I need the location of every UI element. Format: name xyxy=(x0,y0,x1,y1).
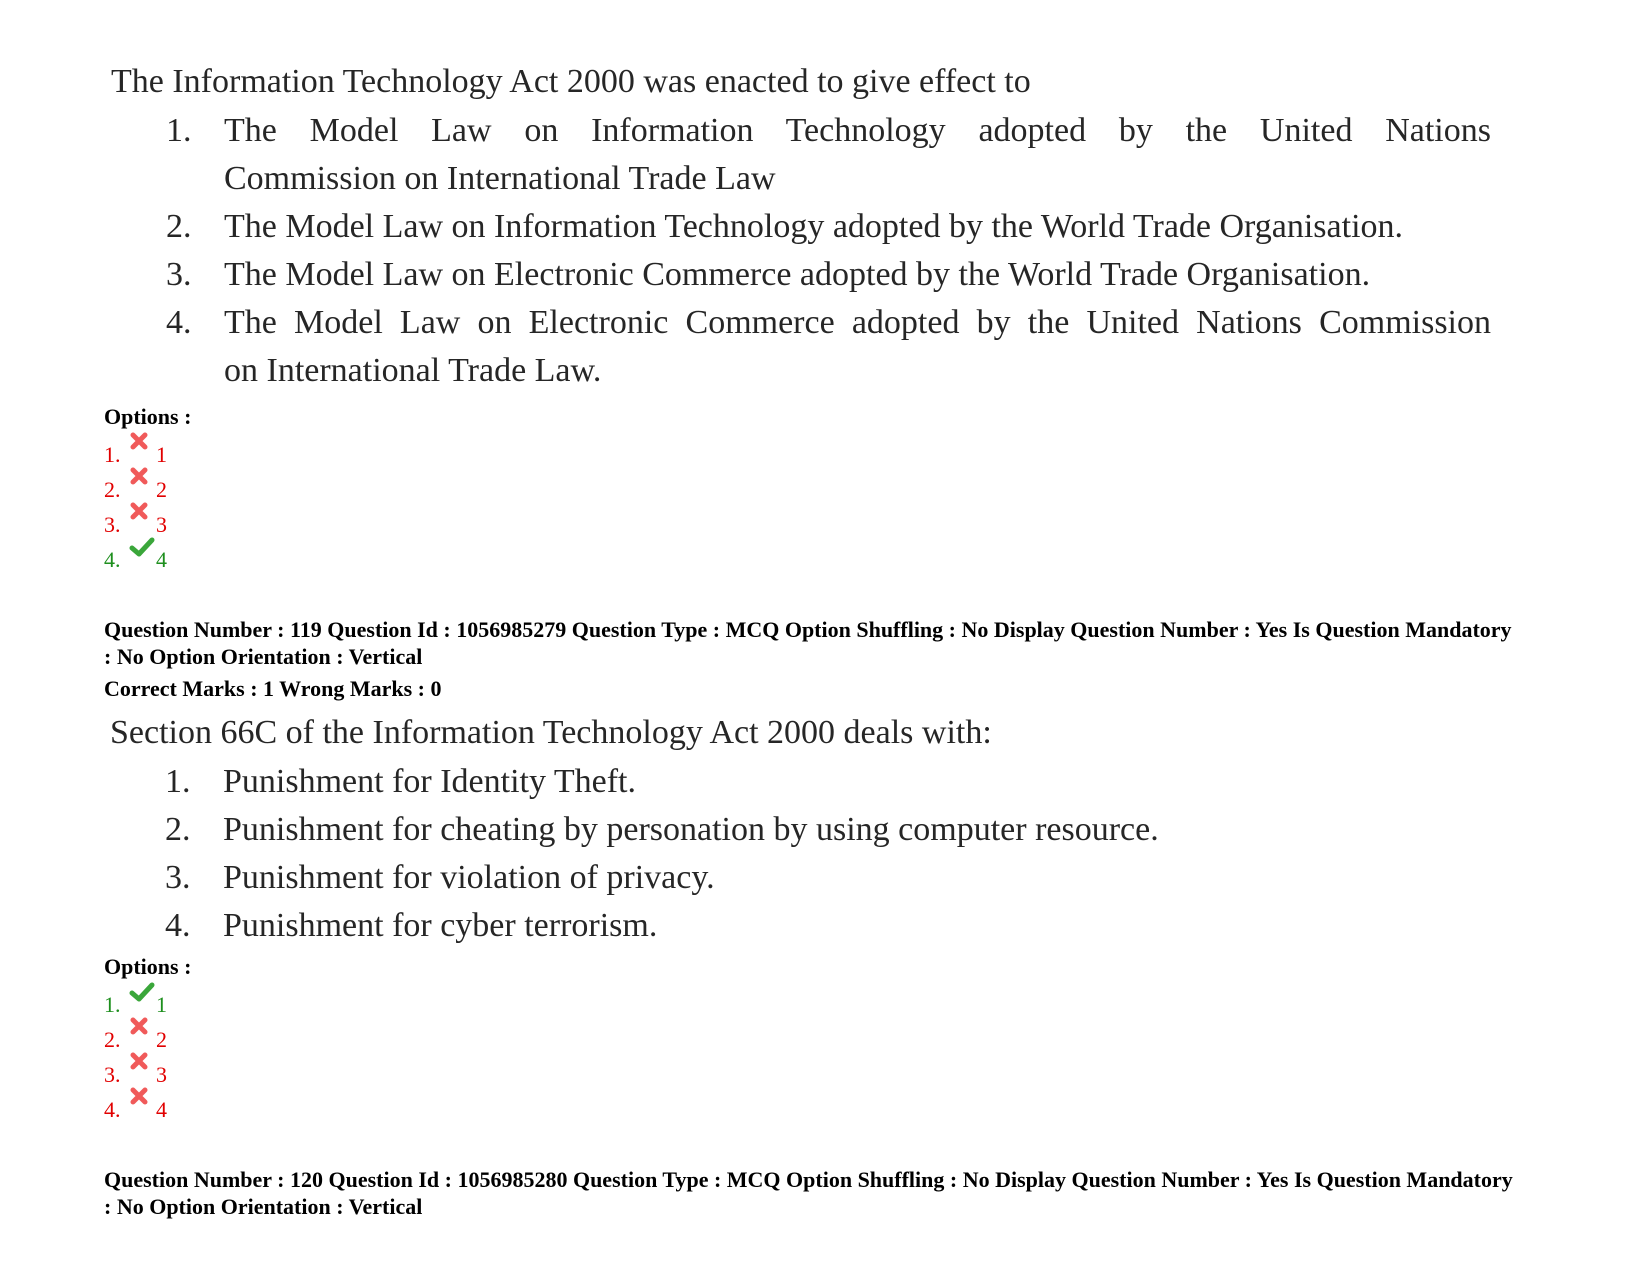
question-118-image xyxy=(111,62,1491,395)
check-icon xyxy=(129,536,156,560)
option-number: 1. xyxy=(104,992,121,1017)
choice-item xyxy=(110,854,1490,902)
question-stem: The Information Technology Act 2000 was enacted to give effect to xyxy=(111,63,1031,100)
option-value: 3 xyxy=(156,512,167,537)
option-value: 1 xyxy=(156,992,167,1017)
cross-icon xyxy=(129,466,156,490)
option-number: 2. xyxy=(104,477,121,502)
choice-number: 1. xyxy=(165,763,191,800)
choice-item xyxy=(111,203,1491,251)
choice-text-line: The Model Law on Electronic Commerce adopted by the United Nations Commission xyxy=(224,304,1491,341)
choice-text: Punishment for violation of privacy. xyxy=(223,859,715,896)
choice-item xyxy=(110,902,1490,950)
options-list xyxy=(104,437,167,577)
cross-icon xyxy=(129,1086,156,1110)
choice-list xyxy=(111,107,1491,395)
options-heading: Options : xyxy=(104,954,192,979)
choice-text: Punishment for Identity Theft. xyxy=(223,763,636,800)
choice-text: Punishment for cyber terrorism. xyxy=(223,907,658,944)
choice-text: Punishment for cheating by personation by using computer resource. xyxy=(223,811,1159,848)
option-value: 3 xyxy=(156,1062,167,1087)
option-number: 4. xyxy=(104,1097,121,1122)
choice-item xyxy=(111,299,1491,395)
choice-list xyxy=(110,758,1490,950)
choice-text-line: Commission on International Trade Law xyxy=(224,160,776,197)
option-value: 4 xyxy=(156,1097,167,1122)
choice-text-line: on International Trade Law. xyxy=(224,352,602,389)
choice-item xyxy=(111,251,1491,299)
cross-icon xyxy=(129,501,156,525)
cross-icon xyxy=(129,431,156,455)
option-number: 1. xyxy=(104,442,121,467)
option-number: 4. xyxy=(104,547,121,572)
choice-number: 4. xyxy=(165,907,191,944)
choice-text-line: The Model Law on Electronic Commerce adopted by the World Trade Organisation. xyxy=(224,256,1371,293)
question-stem: Section 66C of the Information Technology Act 2000 deals with: xyxy=(110,714,992,751)
question-120-meta: Question Number : 120 Question Id : 1056985280 Question Type : MCQ Option Shuffling : No Display Question Number : Yes Is Question Mandatory : No Option Orientation : Vertical xyxy=(104,1167,1513,1219)
choice-number: 2. xyxy=(165,811,191,848)
choice-number: 2. xyxy=(166,208,192,245)
option-number: 2. xyxy=(104,1027,121,1052)
option-item xyxy=(104,542,167,577)
question-119-image xyxy=(110,713,1490,950)
choice-number: 3. xyxy=(166,256,192,293)
option-value: 4 xyxy=(156,547,167,572)
choice-text-line: The Model Law on Information Technology adopted by the United Nations xyxy=(224,112,1491,149)
question-119-marks: Correct Marks : 1 Wrong Marks : 0 xyxy=(104,676,442,701)
option-number: 3. xyxy=(104,1062,121,1087)
choice-number: 3. xyxy=(165,859,191,896)
choice-number: 4. xyxy=(166,304,192,341)
option-number: 3. xyxy=(104,512,121,537)
option-item xyxy=(104,1092,167,1127)
option-value: 2 xyxy=(156,477,167,502)
choice-item xyxy=(110,758,1490,806)
choice-item xyxy=(111,107,1491,203)
question-119-meta: Question Number : 119 Question Id : 1056985279 Question Type : MCQ Option Shuffling : No Display Question Number : Yes Is Question Mandatory : No Option Orientation : Vertical xyxy=(104,617,1512,669)
choice-number: 1. xyxy=(166,112,192,149)
options-list xyxy=(104,987,167,1127)
choice-text-line: The Model Law on Information Technology adopted by the World Trade Organisation. xyxy=(224,208,1404,245)
cross-icon xyxy=(129,1051,156,1075)
options-heading: Options : xyxy=(104,404,192,429)
option-value: 1 xyxy=(156,442,167,467)
cross-icon xyxy=(129,1016,156,1040)
choice-item xyxy=(110,806,1490,854)
check-icon xyxy=(129,981,156,1005)
option-value: 2 xyxy=(156,1027,167,1052)
